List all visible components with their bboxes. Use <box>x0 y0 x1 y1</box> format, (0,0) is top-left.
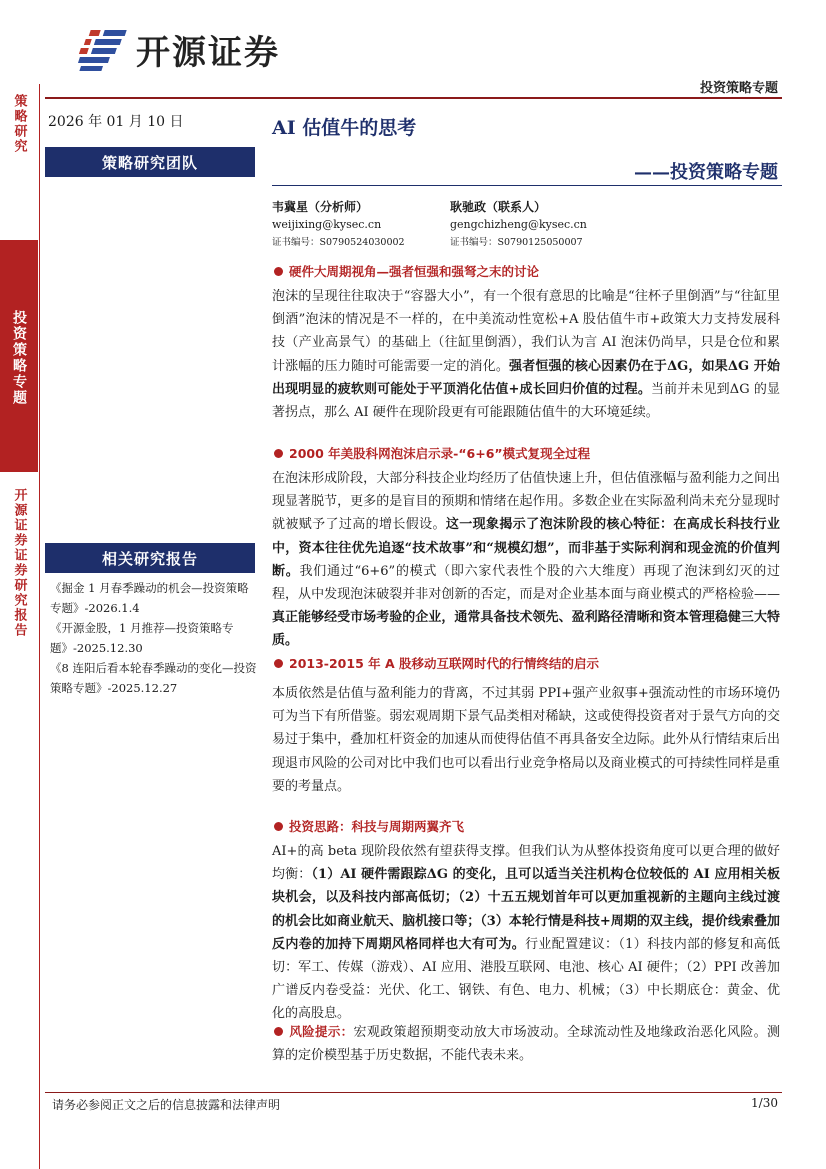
side-divider <box>39 84 40 1169</box>
page-number: 1/30 <box>751 1096 778 1110</box>
section-heading <box>272 444 780 462</box>
section <box>272 262 780 424</box>
section-heading <box>272 262 780 280</box>
body-text-bold: 这一现象揭示了泡沫阶段的核心特征：在高成长科技行业中，资本往往优先追逐“技术故事”和“规模幻想”，而非基于实际利润和现金流的价值判断。 <box>272 517 780 579</box>
section-heading <box>272 654 780 672</box>
body-text-bold: （1）AI 硬件需跟踪ΔG 的变化，且可以适当关注机构仓位较低的 AI 应用相关板块机会，以及科技内部高低切；（2）十五五规划首年可以更加重视新的主题向主线过渡的机会比如商业航天、脑机接口等；（3）本轮行情是科技+周期的双主线，提价线索叠加反内卷的加持下周期风格同样也大有可为。 <box>272 867 780 952</box>
footer-divider <box>45 1092 782 1093</box>
section-heading-text: 硬件大周期视角—强者恒强和强弩之末的讨论 <box>289 264 540 279</box>
body-text: AI+的高 beta 现阶段依然有望获得支撑。但我们认为从整体投资角度可以更合理的做好均衡： <box>272 844 780 883</box>
section <box>272 654 780 798</box>
analyst-name: 耿驰政（联系人） <box>450 200 547 214</box>
logo-mark-icon <box>78 26 130 72</box>
section-heading <box>272 817 780 835</box>
bullet-icon <box>274 822 283 831</box>
analyst-name: 韦冀星（分析师） <box>272 200 369 214</box>
section-heading-text: 2000 年美股科网泡沫启示录-“6+6”模式复现全过程 <box>289 446 591 461</box>
header-divider <box>45 97 782 99</box>
analyst-card <box>272 198 405 252</box>
body-text: 泡沫的呈现往往取决于“容器大小”，有一个很有意思的比喻是“往杯子里倒酒”与“往缸里倒酒”泡沫的情况是不一样的，在中美流动性宽松+A 股估值牛市+政策大力支持发展科技（产业高景气）的基础上（往缸里倒酒），我们认为言 AI 泡沫仍尚早，只是仓位和累计涨幅的压力随时可能需要一定的消化。 <box>272 289 780 374</box>
bullet-icon <box>274 449 283 458</box>
logo-text: 开源证券 <box>136 32 280 73</box>
analyst-cert: 证书编号：S0790524030002 <box>272 237 405 248</box>
bullet-icon <box>274 1027 283 1036</box>
section-heading-text: 2013-2015 年 A 股移动互联网时代的行情终结的启示 <box>289 656 599 671</box>
side-label-bottom <box>0 478 38 1168</box>
side-label-mid <box>0 240 38 472</box>
team-divider <box>272 185 782 186</box>
related-heading: 相关研究报告 <box>45 543 255 573</box>
analyst-card <box>450 198 587 252</box>
section-body <box>272 682 780 798</box>
report-date: 2026 年 01 月 10 日 <box>48 114 184 130</box>
report-subtitle: ——投资策略专题 <box>634 162 778 183</box>
section-body <box>272 467 780 653</box>
risk-text: 宏观政策超预期变动放大市场波动。全球流动性及地缘政治恶化风险。测算的定价模型基于历史数据，不能代表未来。 <box>272 1025 780 1064</box>
related-item[interactable]: 《掘金 1 月春季躁动的机会—投资策略专题》-2026.1.4 <box>50 581 249 615</box>
section <box>272 817 780 1026</box>
bullet-icon <box>274 267 283 276</box>
risk-section <box>272 1020 780 1067</box>
section-heading-text: 投资思路：科技与周期两翼齐飞 <box>289 819 465 834</box>
bullet-icon <box>274 659 283 668</box>
series-tag: 投资策略专题 <box>699 81 778 96</box>
body-text: 我们通过“6+6”的模式（即六家代表性个股的六大维度）再现了泡沫到幻灭的过程，从中发现泡沫破裂并非对创新的否定，而是对企业基本面与商业模式的严格检验—— <box>272 563 780 603</box>
footer-disclaimer: 请务必参阅正文之后的信息披露和法律声明 <box>52 1098 281 1112</box>
body-text: 本质依然是估值与盈利能力的背离，不过其弱 PPI+强产业叙事+强流动性的市场环境仍可为当下有所借鉴。弱宏观周期下景气品类相对稀缺，这或使得投资者对于景气方向的交易过于集中，叠加杠杆资金的加速从而使得估值不再具备安全边际。此外从行情结束后出现退市风险的公司对比中我们也可以看出行业竞争格局以及商业模式的可持续性同样是重要的考量点。 <box>272 686 780 794</box>
team-heading: 策略研究团队 <box>45 147 255 177</box>
side-label-top-text: 策略研究 <box>11 94 27 154</box>
body-text: 当前并未见到ΔG 的显著拐点，那么 AI 硬件在现阶段更有可能跟随估值牛的大环境延续。 <box>272 381 780 421</box>
risk-label: 风险提示： <box>289 1024 354 1039</box>
body-text-bold: 真正能够经受市场考验的企业，通常具备技术领先、盈利路径清晰和资本管理稳健三大特质。 <box>272 610 780 649</box>
report-title: AI 估值牛的思考 <box>272 117 417 139</box>
section-body <box>272 840 780 1026</box>
analyst-email[interactable]: weijixing@kysec.cn <box>272 218 382 231</box>
related-item[interactable]: 《开源金股，1 月推荐—投资策略专题》-2025.12.30 <box>50 621 234 655</box>
side-label-top <box>0 84 38 234</box>
related-list <box>50 578 260 698</box>
section-body <box>272 285 780 424</box>
body-text: 在泡沫形成阶段，大部分科技企业均经历了估值快速上升，但估值涨幅与盈利能力之间出现显著脱节，更多的是盲目的预期和情绪在起作用。多数企业在实际盈利尚未充分显现时就被赋予了过高的增长假设。 <box>272 471 780 533</box>
side-label-mid-text: 投资策略专题 <box>11 310 27 406</box>
company-logo <box>78 24 280 74</box>
related-item[interactable]: 《8 连阳后看本轮春季躁动的变化—投资策略专题》-2025.12.27 <box>50 661 257 695</box>
analyst-email[interactable]: gengchizheng@kysec.cn <box>450 218 587 231</box>
side-label-bottom-text: 开源证券证券研究报告 <box>11 488 27 638</box>
body-text-bold: 强者恒强的核心因素仍在于ΔG，如果ΔG 开始出现明显的疲软则可能处于平顶消化估值+成长回归价值的过程。 <box>272 358 780 397</box>
section <box>272 444 780 653</box>
risk-body <box>272 1020 780 1067</box>
analyst-cert: 证书编号：S0790125050007 <box>450 237 583 248</box>
body-text: 行业配置建议：（1）科技内部的修复和高低切：军工、传媒（游戏）、AI 应用、港股互联网、电池、核心 AI 硬件；（2）PPI 改善加广谱反内卷受益：光伏、化工、钢铁、有色、电力、机械；（3）中长期底仓：黄金、优化的高股息。 <box>272 936 780 1022</box>
